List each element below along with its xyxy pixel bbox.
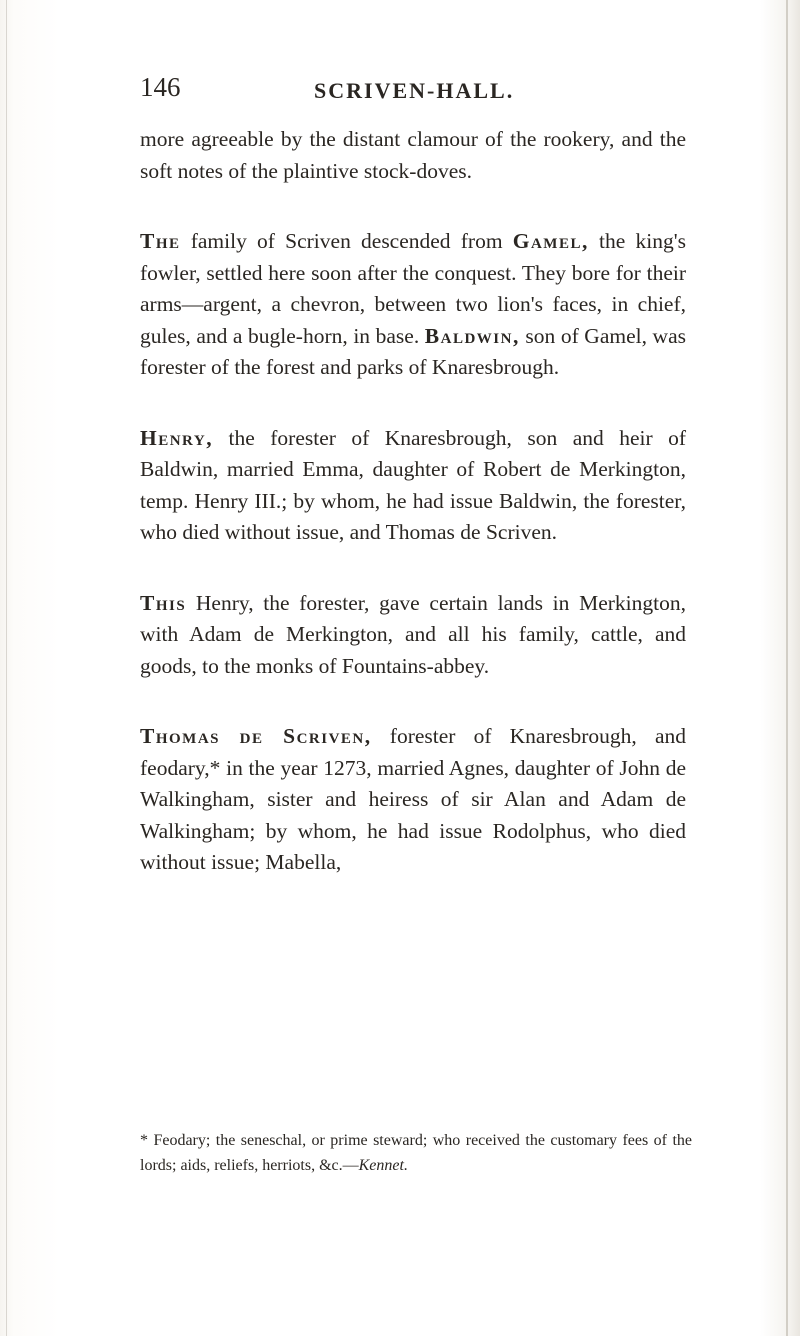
page-number: 146 [140, 72, 181, 102]
paragraph-3-lead: Henry, [140, 425, 214, 450]
footnote-signature: Kennet. [358, 1157, 408, 1174]
paragraph-4-text: Henry, the forester, gave certain lands in Merkington, with Adam de Merkington, and all his family, cattle, and goods, to the monks of Fountains-abbey. [140, 590, 686, 678]
footnote [140, 1128, 692, 1178]
paragraph-4 [140, 588, 686, 683]
paragraph-4-lead: This [140, 590, 187, 615]
paragraph-2-lead: The [140, 229, 181, 253]
paragraph-2-text-2: the king's fowler, settled here soon after the conquest. They bore for their arms—argent, a chevron, between two lion's faces, in chief, gules, and a bugle-horn, in base. [140, 229, 686, 348]
paragraph-5-lead: Thomas de Scriven, [140, 724, 372, 748]
paragraph-3 [140, 423, 686, 549]
paragraph-2-name-1: Gamel, [512, 229, 589, 253]
paragraph-1: more agreeable by the distant clamour of the rookery, and the soft notes of the plaintive stock-doves. [140, 127, 686, 183]
page-header [140, 72, 740, 112]
paragraph-gap [140, 384, 686, 423]
paragraph-2-name-2: Baldwin, [424, 323, 520, 348]
running-head: SCRIVEN-HALL. [314, 78, 515, 103]
paragraph-2-text-3: son of Gamel, was forester of the forest and parks of Knaresbrough. [140, 323, 686, 379]
paragraph-2-text-1: family of Scriven descended from [180, 229, 513, 253]
paragraph-3-text: the forester of Knaresbrough, son and heir of Baldwin, married Emma, daughter of Robert de Merkington, temp. Henry III.; by whom, he had issue Baldwin, the forester, who died without issue, and Thomas de Scriven. [140, 425, 686, 544]
paragraph-gap [140, 549, 686, 588]
paragraph-gap [140, 682, 686, 721]
page-right-edge [786, 0, 788, 1336]
footnote-text: * Feodary; the seneschal, or prime steward; who received the customary fees of the lords; aids, reliefs, herriots, &c.— [140, 1132, 692, 1174]
paragraph-gap [140, 187, 686, 226]
paragraph-5 [140, 721, 686, 879]
paragraph-5-text: forester of Knaresbrough, and feodary,* in the year 1273, married Agnes, daughter of John de Walkingham, sister and heiress of sir Alan and Adam de Walkingham; by whom, he had issue Rodolphus, who died without issue; Mabella, [140, 724, 686, 874]
page-left-edge [6, 0, 7, 1336]
paragraph-2 [140, 226, 686, 384]
body-text [140, 124, 686, 879]
